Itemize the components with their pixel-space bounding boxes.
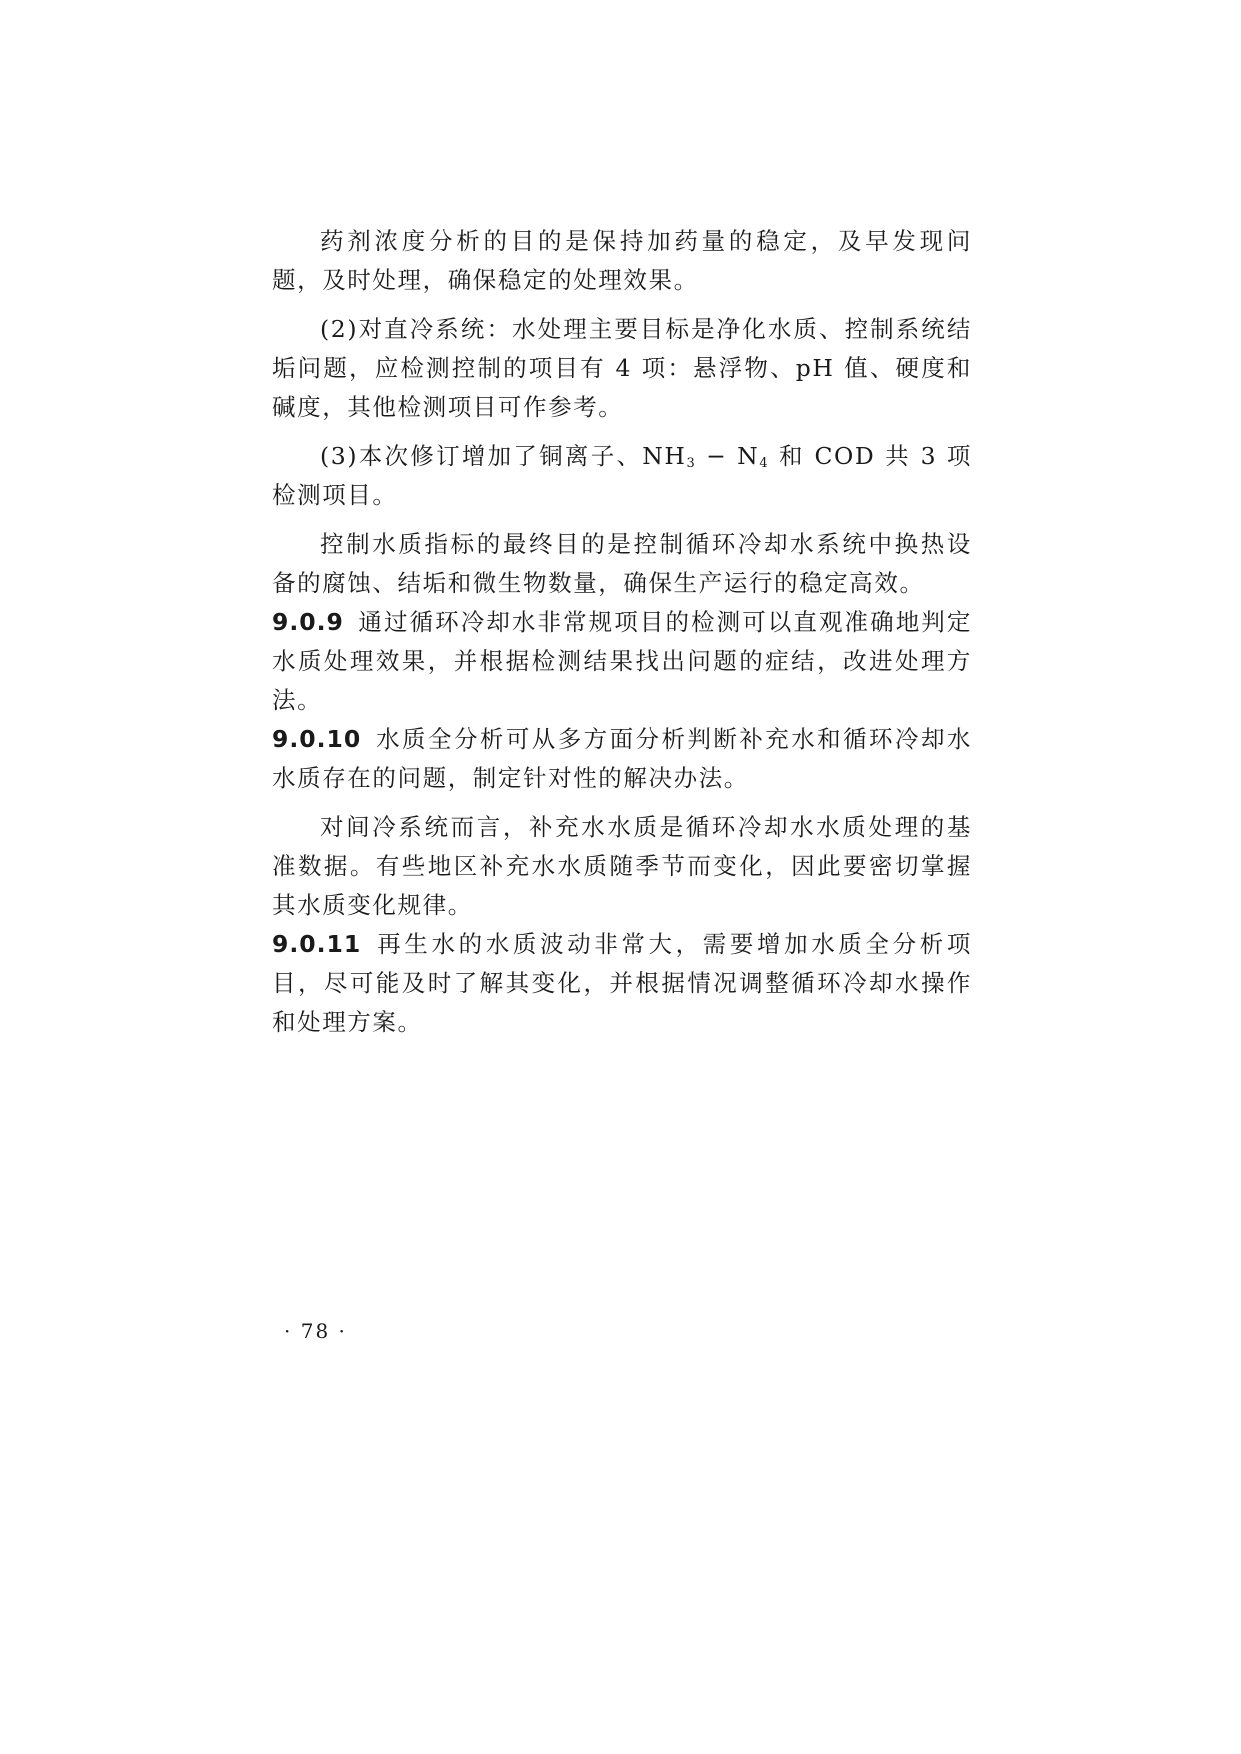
clause-9-0-9	[272, 603, 972, 720]
paragraph-revision	[272, 437, 972, 515]
clause-number: 9.0.11	[272, 930, 362, 958]
clause-text: 再生水的水质波动非常大，需要增加水质全分析项目，尽可能及时了解其变化，并根据情况调整循环冷却水操作和处理方案。	[272, 930, 972, 1036]
revision-text-1: (3)本次修订增加了铜离子、NH	[320, 442, 687, 470]
revision-text-3: 和 COD 共 3 项检测项目。	[272, 442, 972, 509]
paragraph-chemical-concentration: 药剂浓度分析的目的是保持加药量的稳定，及早发现问题，及时处理，确保稳定的处理效果。	[272, 227, 972, 294]
paragraph-indirect-cooling: 对间冷系统而言，补充水水质是循环冷却水水质处理的基准数据。有些地区补充水水质随季节而变化，因此要密切掌握其水质变化规律。	[272, 813, 972, 919]
page-body	[272, 222, 972, 1042]
revision-text-2: − N	[696, 442, 760, 470]
paragraph-direct-cooling: (2)对直冷系统：水处理主要目标是净化水质、控制系统结垢问题，应检测控制的项目有 4 项：悬浮物、pH 值、硬度和碱度，其他检测项目可作参考。	[272, 315, 972, 421]
clause-text: 水质全分析可从多方面分析判断补充水和循环冷却水水质存在的问题，制定针对性的解决办法。	[272, 725, 972, 792]
clause-9-0-11	[272, 925, 972, 1042]
clause-9-0-10	[272, 720, 972, 798]
clause-text: 通过循环冷却水非常规项目的检测可以直观准确地判定水质处理效果，并根据检测结果找出问题的症结，改进处理方法。	[272, 608, 972, 714]
subscript-3: 3	[686, 456, 697, 471]
paragraph-control-goal: 控制水质指标的最终目的是控制循环冷却水系统中换热设备的腐蚀、结垢和微生物数量，确保生产运行的稳定高效。	[272, 530, 972, 597]
clause-number: 9.0.10	[272, 725, 362, 753]
page-number: · 78 ·	[284, 1319, 347, 1343]
subscript-4: 4	[759, 456, 770, 471]
clause-number: 9.0.9	[272, 608, 344, 636]
